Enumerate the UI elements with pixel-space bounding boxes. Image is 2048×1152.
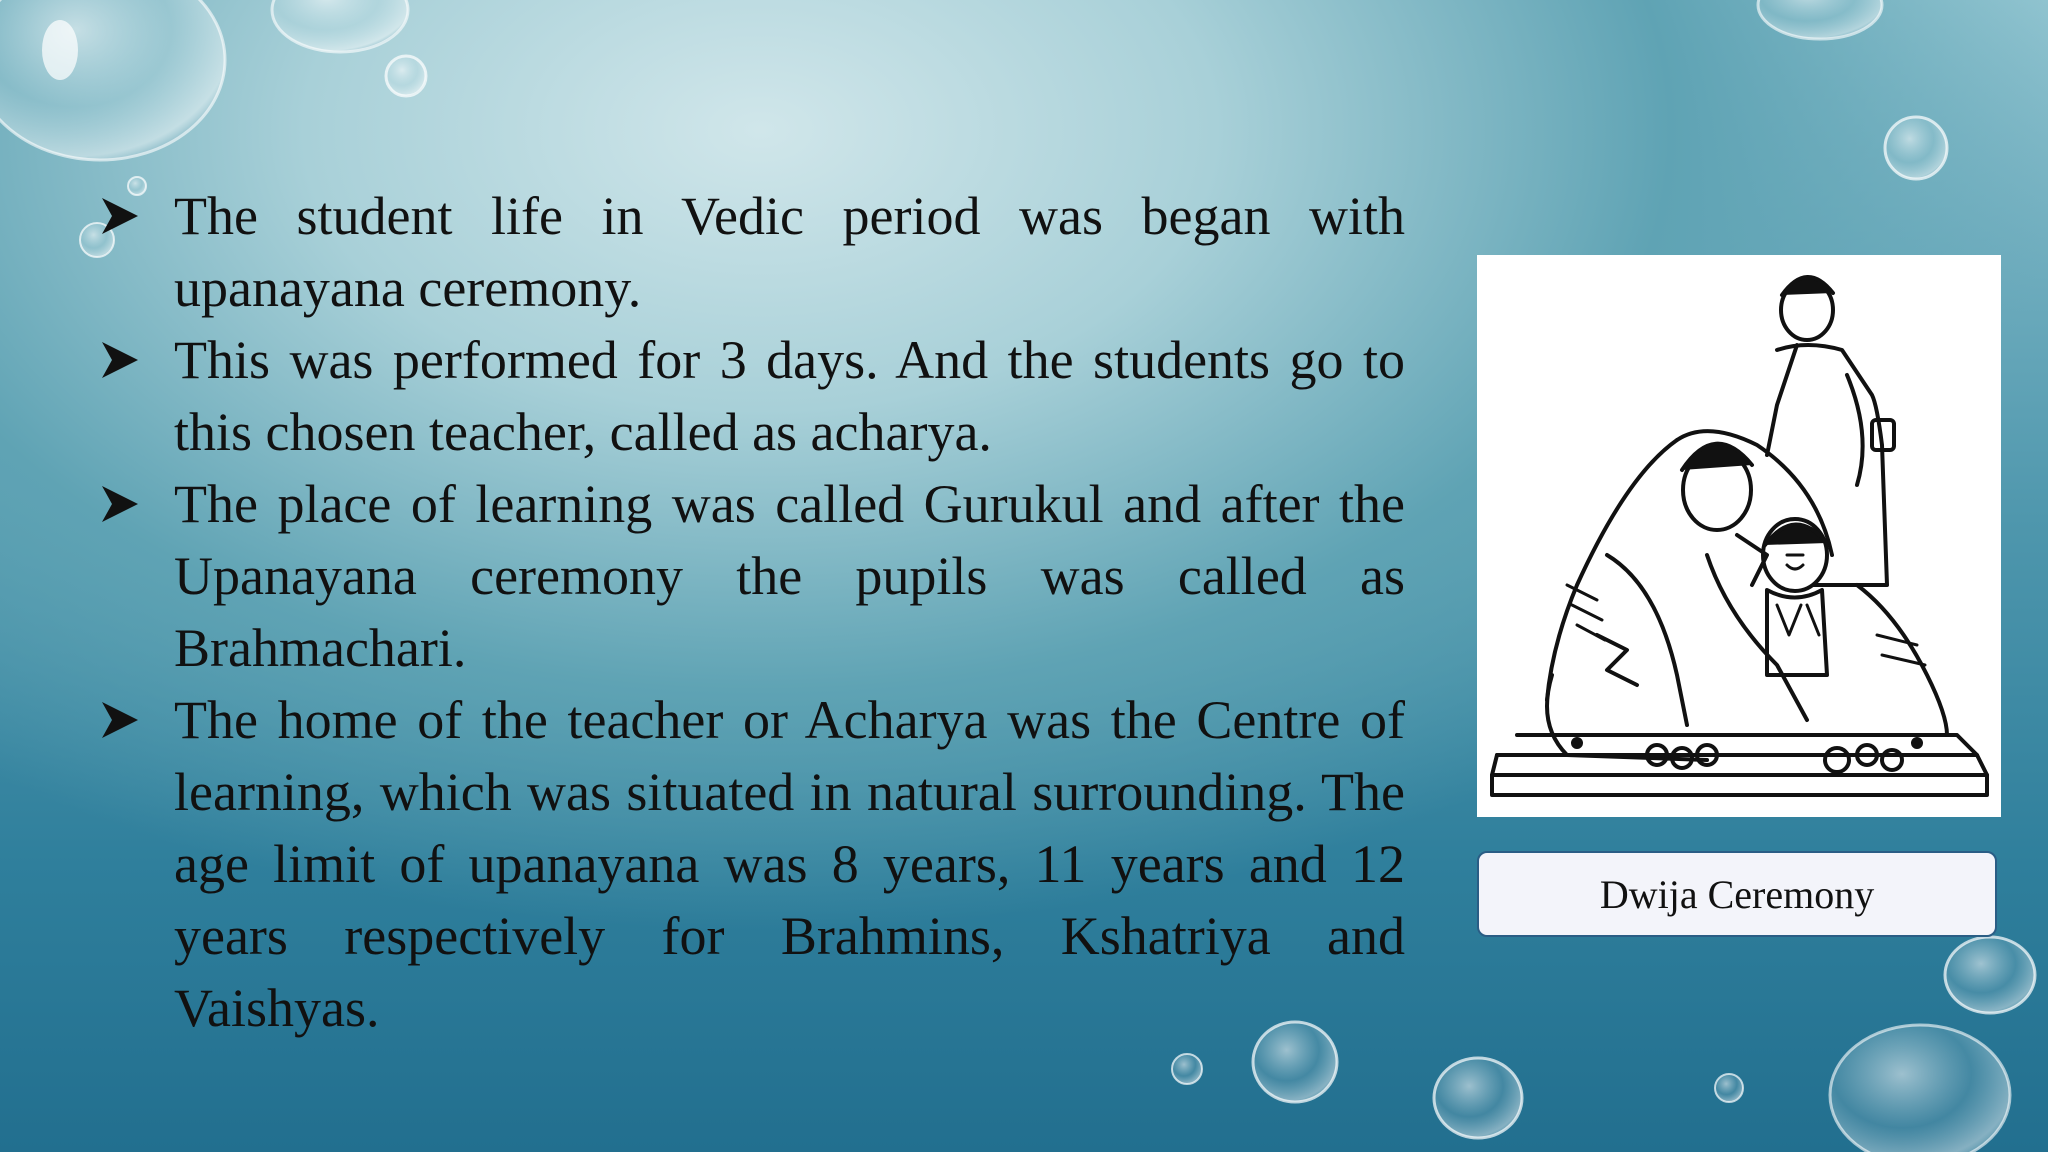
arrowhead-bullet-icon xyxy=(100,484,140,524)
water-drop-icon xyxy=(0,0,225,160)
image-caption: Dwija Ceremony xyxy=(1477,851,1997,937)
water-drop-icon xyxy=(272,0,408,52)
water-drop-icon xyxy=(1715,1074,1743,1102)
bullet-text: The place of learning was called Gurukul and after the Upanayana ceremony the pupils was called as Brahmachari. xyxy=(174,474,1405,678)
ceremony-line-drawing xyxy=(1477,255,2001,817)
water-drop-icon xyxy=(1434,1058,1522,1138)
arrowhead-bullet-icon xyxy=(100,196,140,236)
ceremony-illustration xyxy=(1477,255,2001,817)
bullet-text: This was performed for 3 days. And the students go to this chosen teacher, called as acharya. xyxy=(174,330,1405,462)
arrowhead-bullet-icon xyxy=(100,700,140,740)
water-drop-icon xyxy=(1885,117,1947,179)
water-drop-icon xyxy=(1830,1025,2010,1152)
bullet-item xyxy=(100,684,1405,1044)
bullet-list xyxy=(100,180,1405,1044)
bullet-item xyxy=(100,180,1405,324)
water-drop-icon xyxy=(386,56,426,96)
bullet-text: The student life in Vedic period was began with upanayana ceremony. xyxy=(174,186,1405,318)
arrowhead-bullet-icon xyxy=(100,340,140,380)
bullet-item xyxy=(100,468,1405,684)
bullet-text: The home of the teacher or Acharya was the Centre of learning, which was situated in natural surrounding. The age limit of upanayana was 8 years, 11 years and 12 years respectively for Brahmins, Kshatriya and Vaishyas. xyxy=(174,690,1405,1038)
bullet-item xyxy=(100,324,1405,468)
water-drop-icon xyxy=(1758,0,1882,39)
water-drop-icon xyxy=(1172,1054,1202,1084)
water-drop-icon xyxy=(1945,937,2035,1013)
